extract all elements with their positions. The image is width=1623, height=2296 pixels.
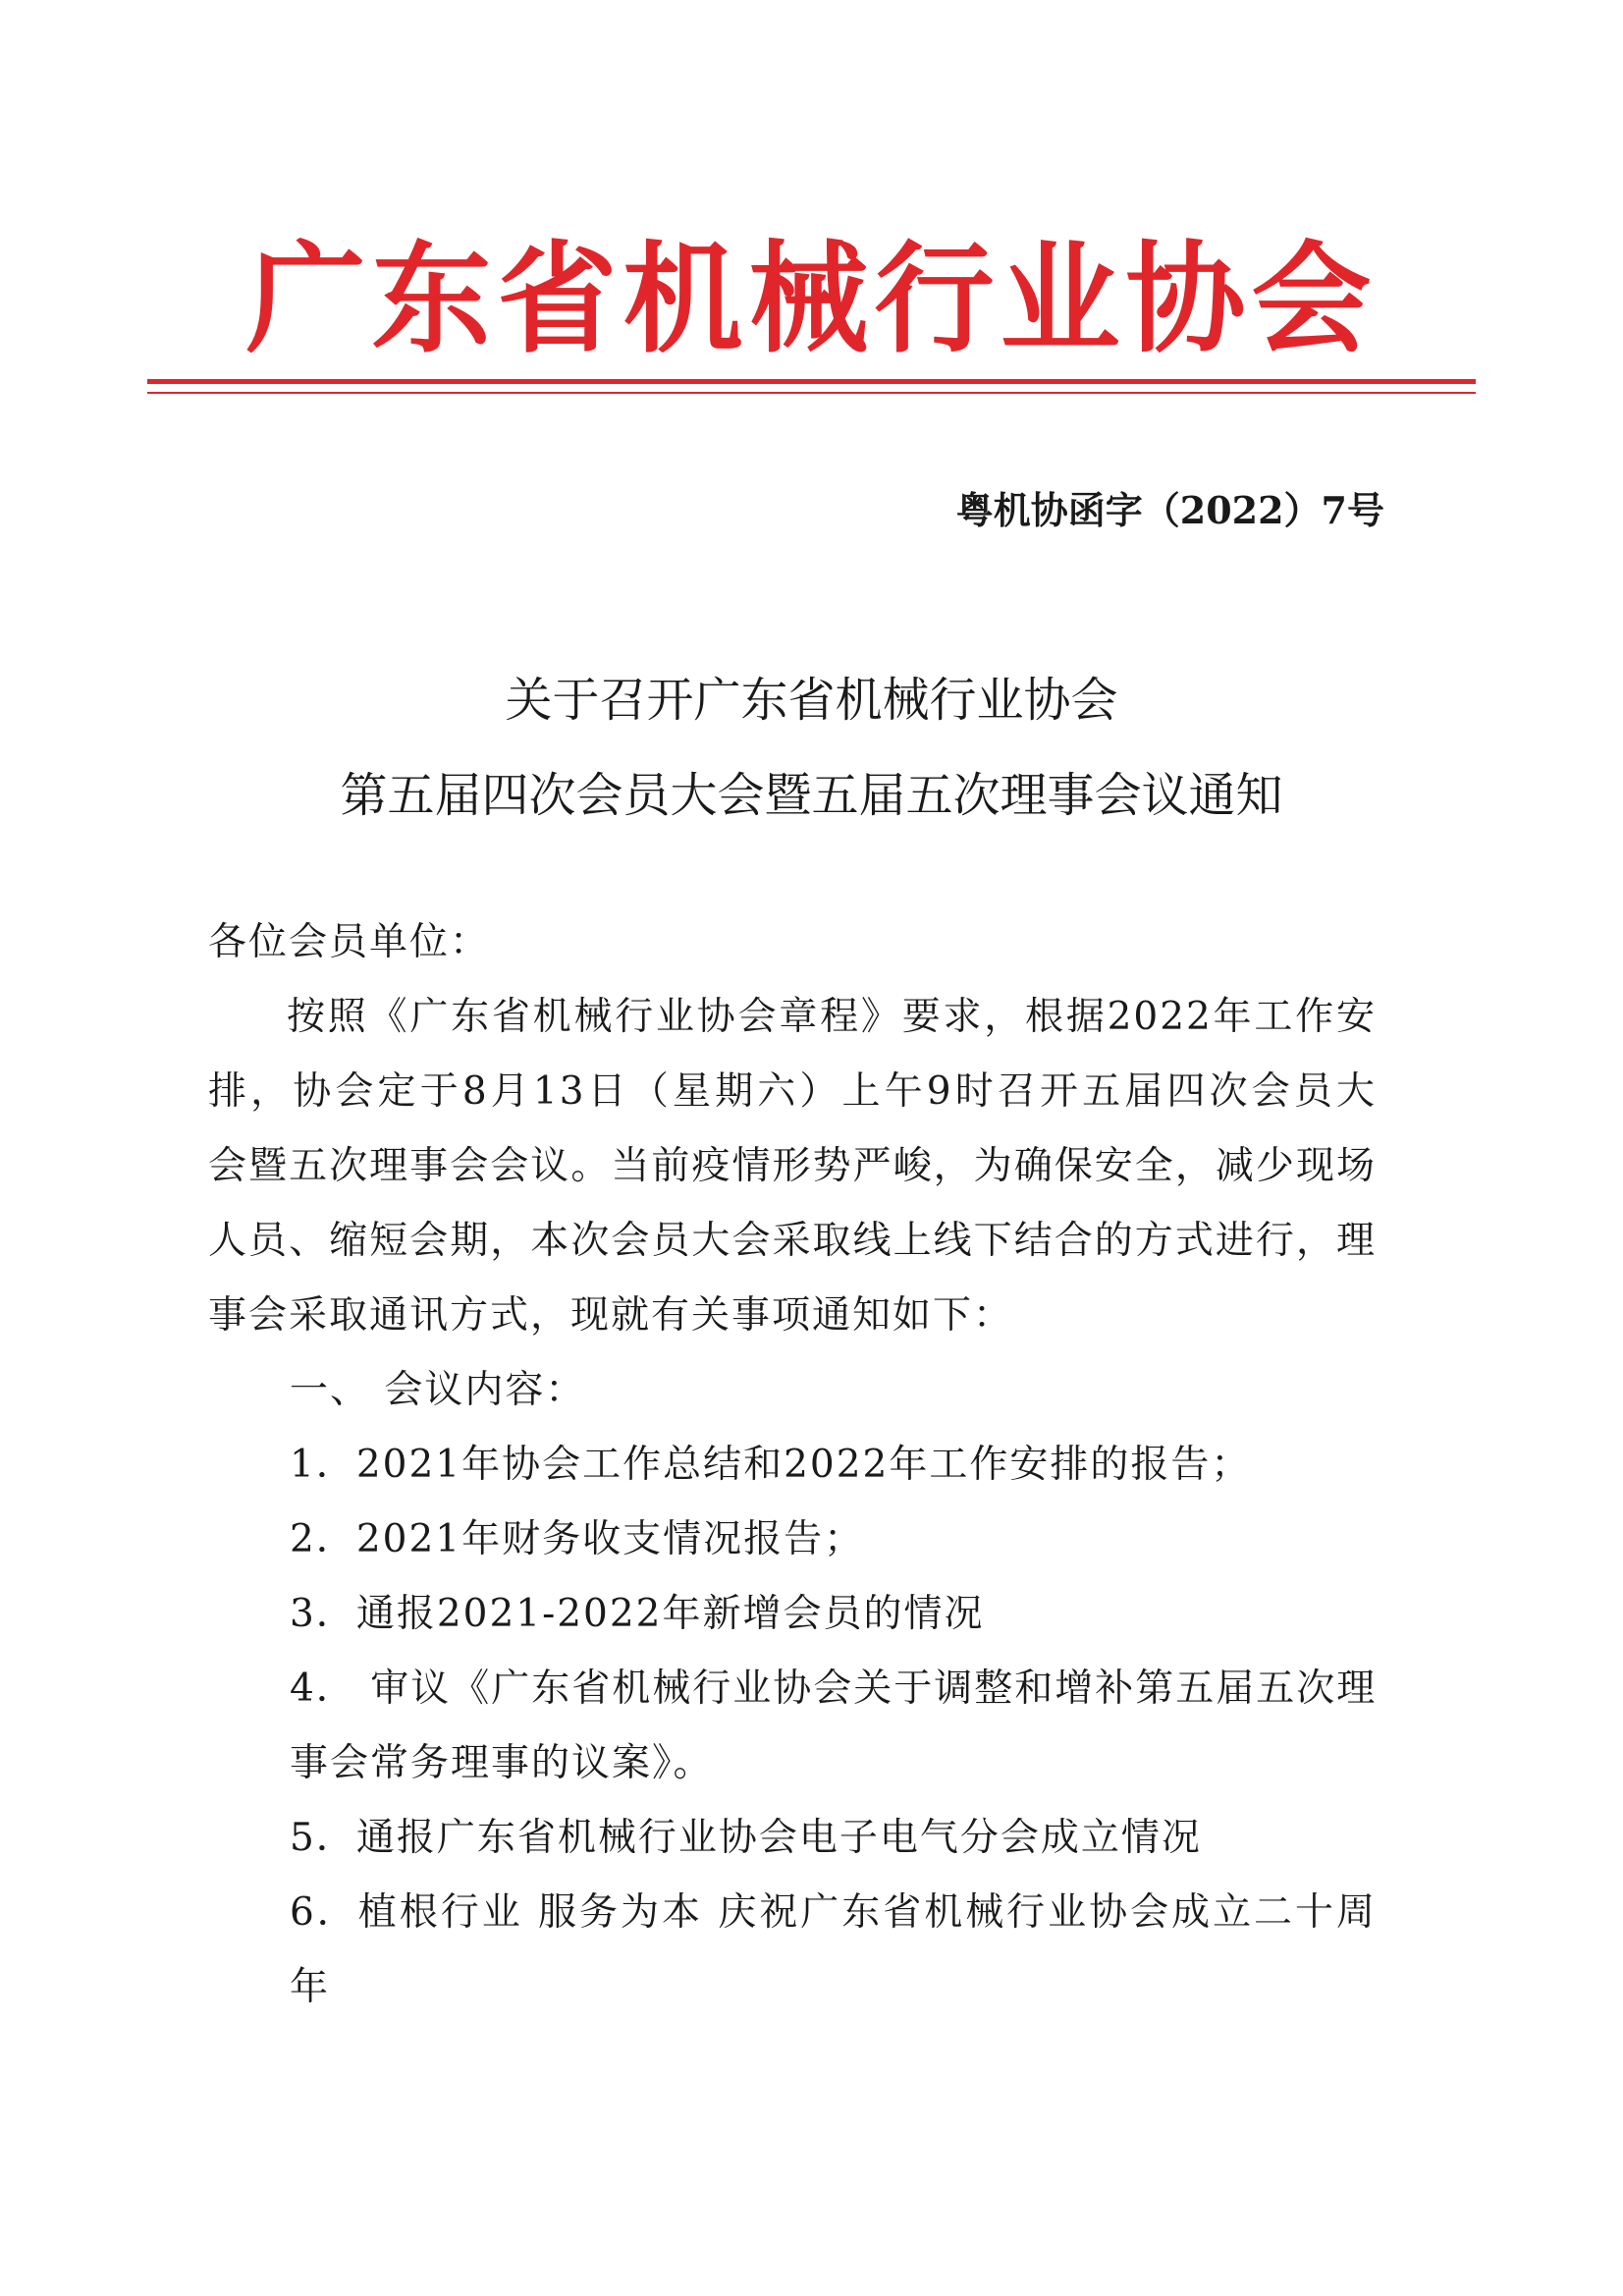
- document-title-line-2: 第五届四次会员大会暨五届五次理事会议通知: [340, 768, 1283, 823]
- agenda-item: 1．2021年协会工作总结和2022年工作安排的报告；: [290, 1443, 1252, 1487]
- section-heading: 一、 会议内容：: [290, 1368, 586, 1412]
- organization-letterhead: 广东省机械行业协会: [245, 230, 1378, 369]
- intro-paragraph-line: 会暨五次理事会会议。当前疫情形势严峻，为确保安全，减少现场: [208, 1144, 1377, 1188]
- intro-paragraph-line: 事会采取通讯方式，现就有关事项通知如下：: [208, 1293, 1014, 1338]
- document-title-line-1: 关于召开广东省机械行业协会: [505, 673, 1118, 728]
- intro-paragraph-line: 人员、缩短会期，本次会员大会采取线上线下结合的方式进行，理: [208, 1219, 1377, 1263]
- agenda-item: 4． 审议《广东省机械行业协会关于调整和增补第五届五次理: [290, 1667, 1378, 1711]
- agenda-item: 6．植根行业 服务为本 庆祝广东省机械行业协会成立二十周: [290, 1890, 1377, 1935]
- letterhead-rule-thick: [147, 379, 1476, 384]
- agenda-item: 3．通报2021-2022年新增会员的情况: [290, 1592, 985, 1636]
- agenda-item: 2．2021年财务收支情况报告；: [290, 1517, 865, 1561]
- agenda-item-continuation: 事会常务理事的议案》。: [290, 1741, 714, 1785]
- agenda-item-continuation: 年: [290, 1965, 331, 2009]
- agenda-item: 5．通报广东省机械行业协会电子电气分会成立情况: [290, 1816, 1202, 1860]
- salutation: 各位会员单位：: [208, 920, 491, 964]
- letterhead-rule-thin: [147, 392, 1476, 394]
- intro-paragraph-line: 按照《广东省机械行业协会章程》要求，根据2022年工作安: [287, 995, 1377, 1039]
- document-number: 粤机协函字（2022）7号: [955, 488, 1384, 532]
- intro-paragraph-line: 排，协会定于8月13日（星期六）上午9时召开五届四次会员大: [208, 1069, 1377, 1114]
